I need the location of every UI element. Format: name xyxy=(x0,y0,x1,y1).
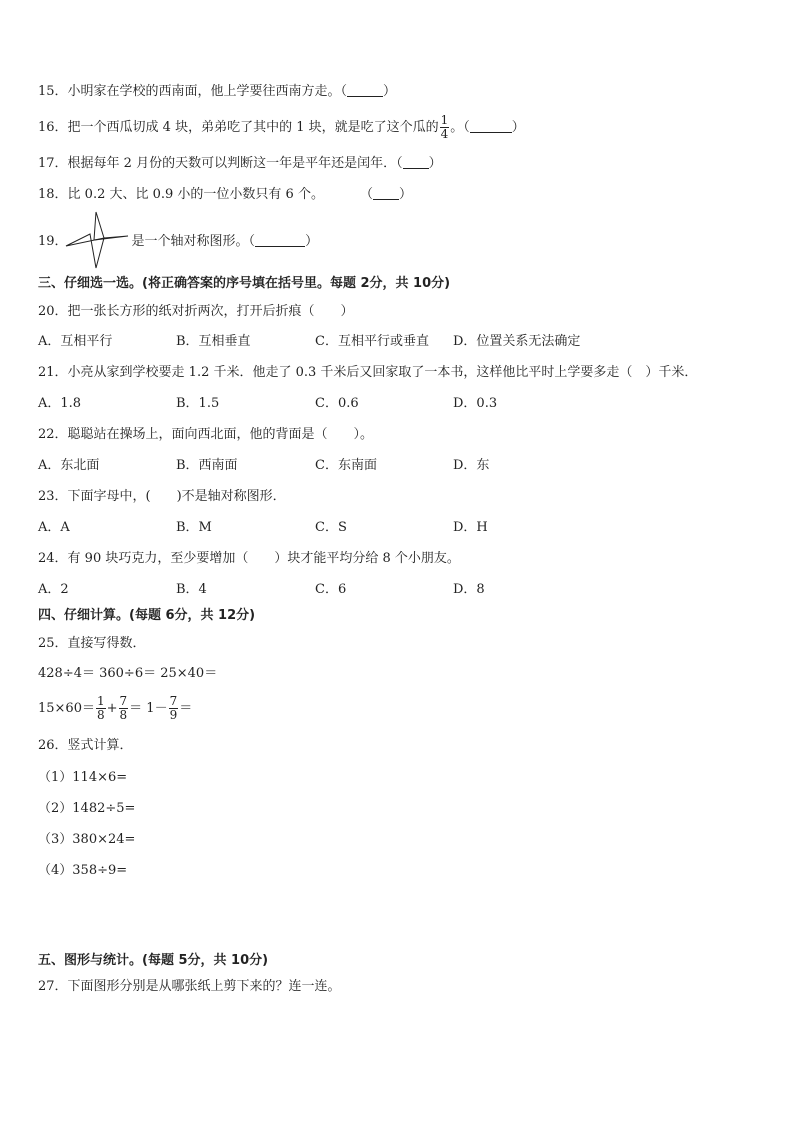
option-c[interactable]: C．东南面 xyxy=(315,458,377,473)
question-17: 17．根据每年 2 月份的天数可以判断这一年是平年还是闰年．（ ） xyxy=(38,156,442,171)
option-d[interactable]: D．H xyxy=(453,520,488,535)
question-16: 16．把一个西瓜切成 4 块，弟弟吃了其中的 1 块，就是吃了这个瓜的 $\frac{1}{4}$ 。（ ） xyxy=(38,113,525,141)
question-20: 20．把一张长方形的纸对折两次，打开后折痕（ ） xyxy=(38,304,354,319)
calc-row-2: 15×60＝ $\frac{1}{8}$ + $\frac{7}{8}$ ＝ 1－ $\frac{7}{9}$ ＝ xyxy=(38,694,193,722)
option-b[interactable]: B．西南面 xyxy=(176,458,238,473)
question-19: 19． 是一个轴对称图形。（ ） xyxy=(38,234,319,249)
question-26: 26．竖式计算． xyxy=(38,738,133,753)
option-c[interactable]: C．互相平行或垂直 xyxy=(315,334,429,349)
section-4-heading: 四、仔细计算。(每题 6分，共 12分) xyxy=(38,608,256,623)
option-a[interactable]: A．互相平行 xyxy=(38,334,113,349)
question-18: 18．比 0.2 大、比 0.9 小的一位小数只有 6 个。 （ ） xyxy=(38,187,412,202)
option-b[interactable]: B．M xyxy=(176,520,212,535)
fraction: $\frac{1}{8}$ xyxy=(96,694,105,722)
calc-item: （1）114×6= xyxy=(38,770,128,785)
option-d[interactable]: D．东 xyxy=(453,458,490,473)
option-a[interactable]: A．A xyxy=(38,520,70,535)
calc-item: （3）380×24= xyxy=(38,832,136,847)
pinwheel-figure xyxy=(64,210,130,272)
fraction: $\frac{7}{8}$ xyxy=(119,694,128,722)
calc-row-1: 428÷4＝ 360÷6＝ 25×40＝ xyxy=(38,666,218,681)
option-d[interactable]: D．8 xyxy=(453,582,485,597)
answer-blank[interactable] xyxy=(347,84,383,97)
question-22: 22．聪聪站在操场上，面向西北面，他的背面是（ ）。 xyxy=(38,427,374,442)
question-25: 25．直接写得数． xyxy=(38,636,146,651)
option-b[interactable]: B．4 xyxy=(176,582,207,597)
section-5-heading: 五、图形与统计。(每题 5分，共 10分) xyxy=(38,953,269,968)
answer-blank[interactable] xyxy=(255,234,305,247)
calc-item: （4）358÷9= xyxy=(38,863,128,878)
answer-blank[interactable] xyxy=(403,156,429,169)
option-a[interactable]: A．东北面 xyxy=(38,458,100,473)
calc-item: （2）1482÷5= xyxy=(38,801,136,816)
question-24: 24．有 90 块巧克力，至少要增加（ ）块才能平均分给 8 个小朋友。 xyxy=(38,551,460,566)
option-c[interactable]: C．S xyxy=(315,520,347,535)
option-a[interactable]: A．1.8 xyxy=(38,396,82,411)
question-27: 27．下面图形分别是从哪张纸上剪下来的？连一连。 xyxy=(38,979,341,994)
section-3-heading: 三、仔细选一选。(将正确答案的序号填在括号里。每题 2分，共 10分) xyxy=(38,276,451,291)
option-b[interactable]: B．互相垂直 xyxy=(176,334,251,349)
option-d[interactable]: D．0.3 xyxy=(453,396,498,411)
question-23: 23．下面字母中，( )不是轴对称图形． xyxy=(38,489,286,504)
answer-blank[interactable] xyxy=(373,187,399,200)
option-a[interactable]: A．2 xyxy=(38,582,69,597)
answer-blank[interactable] xyxy=(470,120,512,133)
option-c[interactable]: C．6 xyxy=(315,582,347,597)
option-c[interactable]: C．0.6 xyxy=(315,396,359,411)
fraction: $\frac{1}{4}$ xyxy=(440,113,449,141)
option-d[interactable]: D．位置关系无法确定 xyxy=(453,334,581,349)
fraction: $\frac{7}{9}$ xyxy=(169,694,178,722)
option-b[interactable]: B．1.5 xyxy=(176,396,220,411)
question-15: 15．小明家在学校的西南面，他上学要往西南方走。（ ） xyxy=(38,84,397,99)
question-21: 21．小亮从家到学校要走 1.2 千米．他走了 0.3 千米后又回家取了一本书，这样他比平时上学要多走（ ）千米． xyxy=(38,365,698,380)
